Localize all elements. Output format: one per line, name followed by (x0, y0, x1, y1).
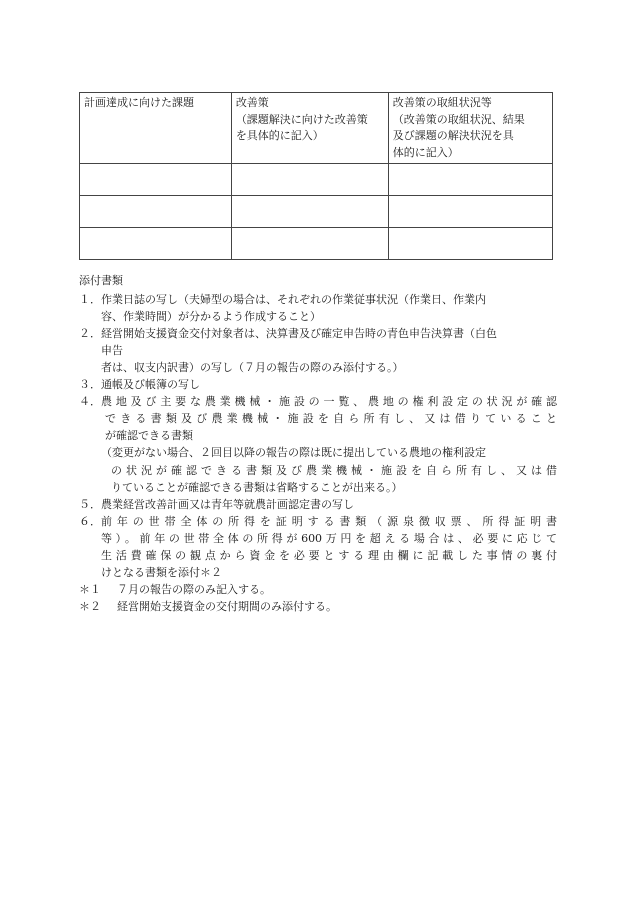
table-cell[interactable] (231, 196, 388, 228)
footnote-text: ７月の報告の際のみ記入する。 (117, 582, 271, 596)
footnote-mark: ＊１ (79, 582, 101, 596)
attachment-item (79, 496, 557, 513)
table-cell[interactable] (80, 164, 232, 196)
header-status-line: 体的に記入） (392, 145, 459, 159)
item-line: 申告 (101, 344, 123, 358)
item-number: ２． (79, 327, 101, 341)
header-improvement-line: 改善策 (235, 96, 269, 109)
table-cell[interactable] (388, 196, 552, 228)
item-line: 者は、収支内訳書）の写し（７月の報告の際のみ添付する。） (101, 361, 404, 375)
table-row (80, 196, 553, 228)
header-improvement (231, 93, 388, 164)
item-paren-line: りていることが確認できる書類は省略することが出来る。） (111, 480, 403, 494)
item-line: 容、作業時間）が分かるよう作成すること） (101, 310, 321, 324)
footnote (79, 598, 557, 615)
table-cell[interactable] (388, 164, 552, 196)
table-cell[interactable] (80, 228, 232, 260)
table-row (80, 164, 553, 196)
header-status (388, 93, 552, 164)
item-line: 農地及び主要な農業機械・施設の一覧、農地の権利設定の状況が確認 (101, 395, 557, 409)
item-paren-line: の状況が確認できる書類及び農業機械・施設を自ら所有し、又は借 (111, 463, 557, 477)
attachment-item (79, 376, 557, 393)
attachment-item (79, 291, 557, 325)
table-cell[interactable] (388, 228, 552, 260)
item-paren-line: （変更がない場合、２回目以降の報告の際は既に提出している農地の権利設定 (101, 446, 486, 460)
header-improvement-line: を具体的に記入） (235, 129, 324, 142)
item-number: ３． (79, 378, 101, 392)
plan-issues-table (79, 92, 553, 260)
table-cell[interactable] (231, 228, 388, 260)
footnote-mark: ＊２ (79, 599, 101, 613)
attachment-item (79, 393, 557, 495)
header-issue-line: 計画達成に向けた課題 (84, 96, 194, 109)
item-line: 前年の世帯全体の所得を証明する書類（源泉徴収票、所得証明書 (101, 514, 557, 528)
footnote (79, 581, 557, 598)
item-line: 通帳及び帳簿の写し (101, 378, 200, 392)
item-line: 経営開始支援資金交付対象者は、決算書及び確定申告時の青色申告決算書（白色 (101, 327, 497, 341)
table-row (80, 228, 553, 260)
table-cell[interactable] (231, 164, 388, 196)
item-line: 生活費確保の観点から資金を必要とする理由欄に記載した事情の裏付 (101, 548, 557, 562)
header-improvement-line: （課題解決に向けた改善策 (235, 112, 368, 126)
item-number: ６． (79, 514, 101, 528)
item-line: 作業日誌の写し（夫婦型の場合は、それぞれの作業従事状況（作業日、作業内 (101, 293, 486, 307)
item-line: が確認できる書類 (105, 429, 193, 443)
attachments-section (79, 272, 557, 615)
header-status-line: 及び課題の解決状況を具 (392, 129, 514, 142)
footnote-text: 経営開始支援資金の交付期間のみ添付する。 (117, 599, 337, 613)
attachment-item (79, 325, 557, 376)
attachments-title: 添付書類 (79, 274, 123, 287)
header-issue (80, 93, 232, 164)
header-status-line: （改善策の取組状況、結果 (392, 112, 525, 126)
item-line: けとなる書類を添付＊２ (101, 565, 222, 579)
item-number: ４． (79, 395, 101, 409)
header-status-line: 改善策の取組状況等 (392, 96, 492, 109)
table-cell[interactable] (80, 196, 232, 228)
item-line: 等）。前年の世帯全体の所得が600万円を超える場合は、必要に応じて (101, 531, 557, 545)
item-line: できる書類及び農業機械・施設を自ら所有し、又は借りていること (105, 412, 557, 426)
item-number: ５． (79, 497, 101, 511)
item-number: １． (79, 293, 101, 307)
attachment-item (79, 513, 557, 581)
table-header-row (80, 93, 553, 164)
item-line: 農業経営改善計画又は青年等就農計画認定書の写し (101, 497, 354, 511)
